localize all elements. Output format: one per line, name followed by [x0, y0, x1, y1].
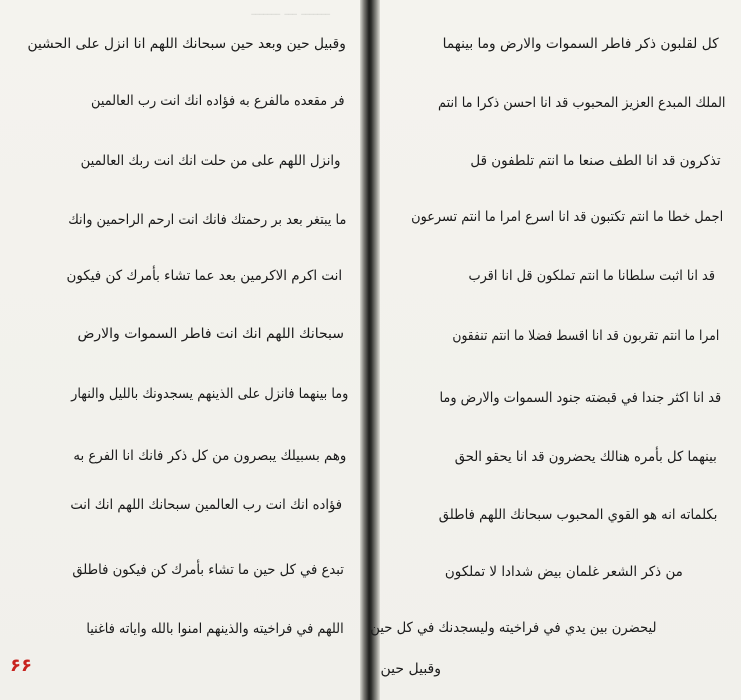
manuscript-line: ما يبتغر بعد بر رحمتك فانك انت ارحم الراحمين وانك: [67, 212, 346, 228]
manuscript-line: وما بينهما فانزل على الذينهم يسجدونك بالليل والنهار: [70, 386, 348, 402]
manuscript-line: كل لقلبون ذكر فاطر السموات والارض وما بينهما: [442, 36, 719, 52]
manuscript-line: سبحانك اللهم انك انت فاطر السموات والارض: [77, 326, 344, 342]
manuscript-line: قد انا اكثر جندا في قبضته جنود السموات والارض وما: [439, 390, 721, 406]
manuscript-line: تذكرون قد انا الطف صنعا ما انتم تلطفون قل: [470, 153, 721, 169]
page-number: ۶۶: [10, 655, 32, 676]
bleed-through-text: ـــــــ ـــ ـــــــ: [251, 3, 330, 19]
manuscript-line: وقبيل حين وبعد حين سبحانك اللهم انا انزل على الحشين: [27, 36, 346, 52]
manuscript-line: وقبيل حين: [380, 661, 441, 677]
manuscript-line: الملك المبدع العزيز المحبوب قد انا احسن ذكرا ما انتم: [437, 95, 725, 111]
right-page: [370, 0, 741, 700]
manuscript-line: انت اكرم الاكرمين بعد عما تشاء بأمرك كن فيكون: [66, 268, 342, 284]
manuscript-line: فؤاده انك انت رب العالمين سبحانك اللهم انك انت: [70, 497, 342, 513]
manuscript-line: قد انا اثبت سلطانا ما انتم تملكون قل انا اقرب: [468, 268, 715, 284]
manuscript-line: فر مقعده مالفرع به فؤاده انك انت رب العالمين: [90, 93, 344, 109]
manuscript-line: اللهم في فراخيته والذينهم امنوا بالله واياته فاغنيا: [86, 621, 344, 637]
manuscript-line: اجمل خطا ما انتم تكتبون قد انا اسرع امرا ما انتم تسرعون: [410, 209, 723, 225]
left-page: [0, 0, 360, 700]
manuscript-line: امرا ما انتم تقربون قد انا اقسط فضلا ما انتم تنفقون: [452, 328, 719, 344]
manuscript-line: تبدع في كل حين ما تشاء بأمرك كن فيكون فاطلق: [72, 562, 344, 578]
manuscript-line: ليحضرن بين يدي في فراخيته وليسجدنك في كل حين: [370, 620, 657, 636]
book-gutter: [360, 0, 380, 700]
manuscript-line: وانزل اللهم على من حلت انك انت ربك العالمين: [80, 153, 340, 169]
manuscript-line: بينهما كل بأمره هنالك يحضرون قد انا يحقو الحق: [454, 449, 717, 465]
manuscript-line: وهم بسبيلك يبصرون من كل ذكر فانك انا الفرع به: [73, 448, 346, 464]
manuscript-line: بكلماته انه هو القوي المحبوب سبحانك اللهم فاطلق: [438, 507, 717, 523]
manuscript-line: من ذكر الشعر غلمان بيض شدادا لا تملكون: [445, 564, 683, 580]
